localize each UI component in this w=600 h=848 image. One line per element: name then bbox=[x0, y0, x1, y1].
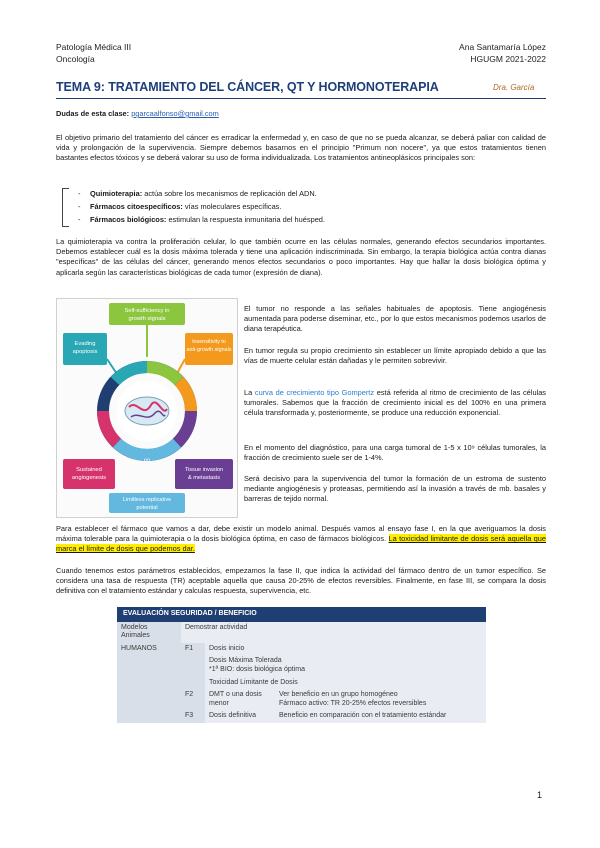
bullet-bracket bbox=[62, 188, 69, 227]
apoptosis-paragraph: El tumor no responde a las señales habituales de apoptosis. Tiene angiogénesis aumentada para poderse diseminar, etc., por lo que estos mecanismos podemos usarlos de diana terapéutica. bbox=[244, 304, 546, 334]
list-item: - Fármacos citoespecíficos: vías moleculares específicas. bbox=[78, 200, 538, 213]
table-cell: F2 bbox=[181, 689, 205, 710]
label-bl-1: Sustained bbox=[76, 467, 102, 473]
growth-paragraph: En tumor regula su propio crecimiento sin establecer un límite apropiado debido a que las vías de muerte celular están dañadas y le permiten sobrevivir. bbox=[244, 346, 546, 366]
table-cell: Dosis inicio bbox=[205, 643, 486, 656]
treatment-list bbox=[78, 187, 538, 226]
label-tl-2: apoptosis bbox=[72, 349, 98, 355]
table-cell: Demostrar actividad bbox=[181, 622, 486, 643]
gompertz-paragraph: La curva de crecimiento tipo Gompertz está referida al ritmo de crecimiento de las células tumorales. Sabemos que la fracción de crecimiento inicial es del 100% en una primera célula transformada y, posteriormente, se produce una reducción exponencial. bbox=[244, 388, 546, 418]
professor-name: Dra. García bbox=[493, 83, 535, 92]
hallmarks-diagram bbox=[57, 299, 237, 517]
label-tr-2: anti-growth signals bbox=[186, 347, 232, 353]
label-br-2: & metastasis bbox=[187, 475, 221, 481]
table-header: EVALUACIÓN SEGURIDAD / BENEFICIO bbox=[117, 607, 486, 622]
label-top-2: growth signals bbox=[128, 316, 166, 322]
gompertz-term: curva de crecimiento tipo Gompertz bbox=[254, 388, 375, 397]
list-item: - Fármacos biológicos: estimulan la respuesta inmunitaria del huésped. bbox=[78, 213, 538, 226]
doubts-label: Dudas de esta clase: bbox=[56, 109, 130, 118]
label-b-1: Limitless replicative bbox=[122, 497, 172, 503]
doubts-line bbox=[56, 109, 546, 119]
bottom-left-box bbox=[63, 459, 115, 489]
institution-label: HGUGM 2021-2022 bbox=[470, 54, 546, 64]
label-top-1: Self-sufficiency in bbox=[124, 308, 170, 314]
label-bl-2: angiogenesis bbox=[71, 475, 107, 481]
table-cell: Dosis definitiva bbox=[205, 710, 275, 723]
list-item: - Quimioterapia: actúa sobre los mecanismos de replicación del ADN. bbox=[78, 187, 538, 200]
page-number: 1 bbox=[537, 790, 543, 800]
subject-label: Patología Médica III bbox=[56, 42, 132, 52]
page-title: TEMA 9: TRATAMIENTO DEL CÁNCER, QT Y HORMONOTERAPIA bbox=[56, 80, 439, 94]
chemo-paragraph: La quimioterapia va contra la proliferación celular, lo que también ocurre en las células normales, generando efectos secundarios importantes. Debemos establecer cuál es la dosis máxima tolerada y tiene una aplicación indiscriminada. Sin embargo, la terapia biológica actúa contra dianas "específicas" de las células del cáncer, generando menos efectos secundarios o poco importantes. Hay que hallar la dosis biológica óptima y aplicarla según las características biológicas de cada tumor (expresión de diana). bbox=[56, 237, 546, 277]
title-rule bbox=[56, 98, 546, 99]
label-tl-1: Evading bbox=[74, 341, 96, 347]
table-cell: Modelos Animales bbox=[117, 622, 181, 643]
table-cell: HUMANOS bbox=[117, 643, 181, 723]
table-cell: Ver beneficio en un grupo homogéneo Fármaco activo: TR 20-25% efectos reversibles bbox=[275, 689, 486, 710]
label-tr-1: Insensitivity to bbox=[192, 339, 226, 345]
table-cell: Dosis Máxima Tolerada *1ª BIO: dosis biológica óptima Toxicidad Limitante de Dosis bbox=[205, 655, 486, 689]
table-cell: F3 bbox=[181, 710, 205, 723]
evaluation-table bbox=[117, 607, 486, 723]
infinity-icon: ∞ bbox=[143, 455, 151, 465]
label-b-2: potential bbox=[136, 505, 158, 511]
stroma-paragraph: Será decisivo para la supervivencia del tumor la formación de un estroma de sustento mediante angiogénesis y proteasas, permitiendo así la invasión a través de mb. basales y barreras de tejido normal. bbox=[244, 474, 546, 504]
table-cell: DMT o una dosis menor bbox=[205, 689, 275, 710]
table-cell: F1 bbox=[181, 643, 205, 689]
intro-paragraph: El objetivo primario del tratamiento del cáncer es erradicar la enfermedad y, en caso de que no se pueda alcanzar, se deberá paliar con calidad de vida y prolongación de la supervivencia. Siempre debemos basarnos en el principio "Primum non nocere", ya que estos tratamientos tienen bastantes efectos tóxicos y se deberá valorar su uso de forma individualizada. Los tratamientos antineoplásicos principales son: bbox=[56, 133, 546, 163]
hallmarks-figure bbox=[56, 298, 238, 518]
bottom-right-box bbox=[175, 459, 233, 489]
highlighted-sentence: La toxicidad limitante de dosis será aquella que marca el límite de dosis que podemos dar. bbox=[56, 534, 546, 554]
diagnosis-paragraph: En el momento del diagnóstico, para una carga tumoral de 1-5 x 10⁹ células tumorales, la fracción de crecimiento suele ser de 1-4%. bbox=[244, 443, 546, 463]
area-label: Oncología bbox=[56, 54, 95, 64]
author-label: Ana Santamaría López bbox=[459, 42, 546, 52]
table-cell: Beneficio en comparación con el tratamiento estándar bbox=[275, 710, 486, 723]
doubts-email-link[interactable]: pgarcaalfonso@gmail.com bbox=[131, 109, 219, 118]
phase23-paragraph: Cuando tenemos estos parámetros establecidos, empezamos la fase II, que indica la actividad del fármaco dentro de un tumor específico. Se considera una tasa de respuesta (TR) aceptable aquella que causa 20-25% de efectos reversibles. Finalmente, en fase III, se compara la dosis definitiva con el tratamiento estándar y calculas respuesta, supervivencia, etc. bbox=[56, 566, 546, 596]
label-br-1: Tissue invasion bbox=[184, 467, 224, 473]
phase1-paragraph: Para establecer el fármaco que vamos a dar, debe existir un modelo animal. Después vamos al ensayo fase I, en la que averiguamos la dosis máxima tolerable para la quimioterapia o la dosis biológica óptima, en caso de fármacos biológicos. La toxicidad limitante de dosis será aquella que marca el límite de dosis que podemos dar. bbox=[56, 524, 546, 554]
